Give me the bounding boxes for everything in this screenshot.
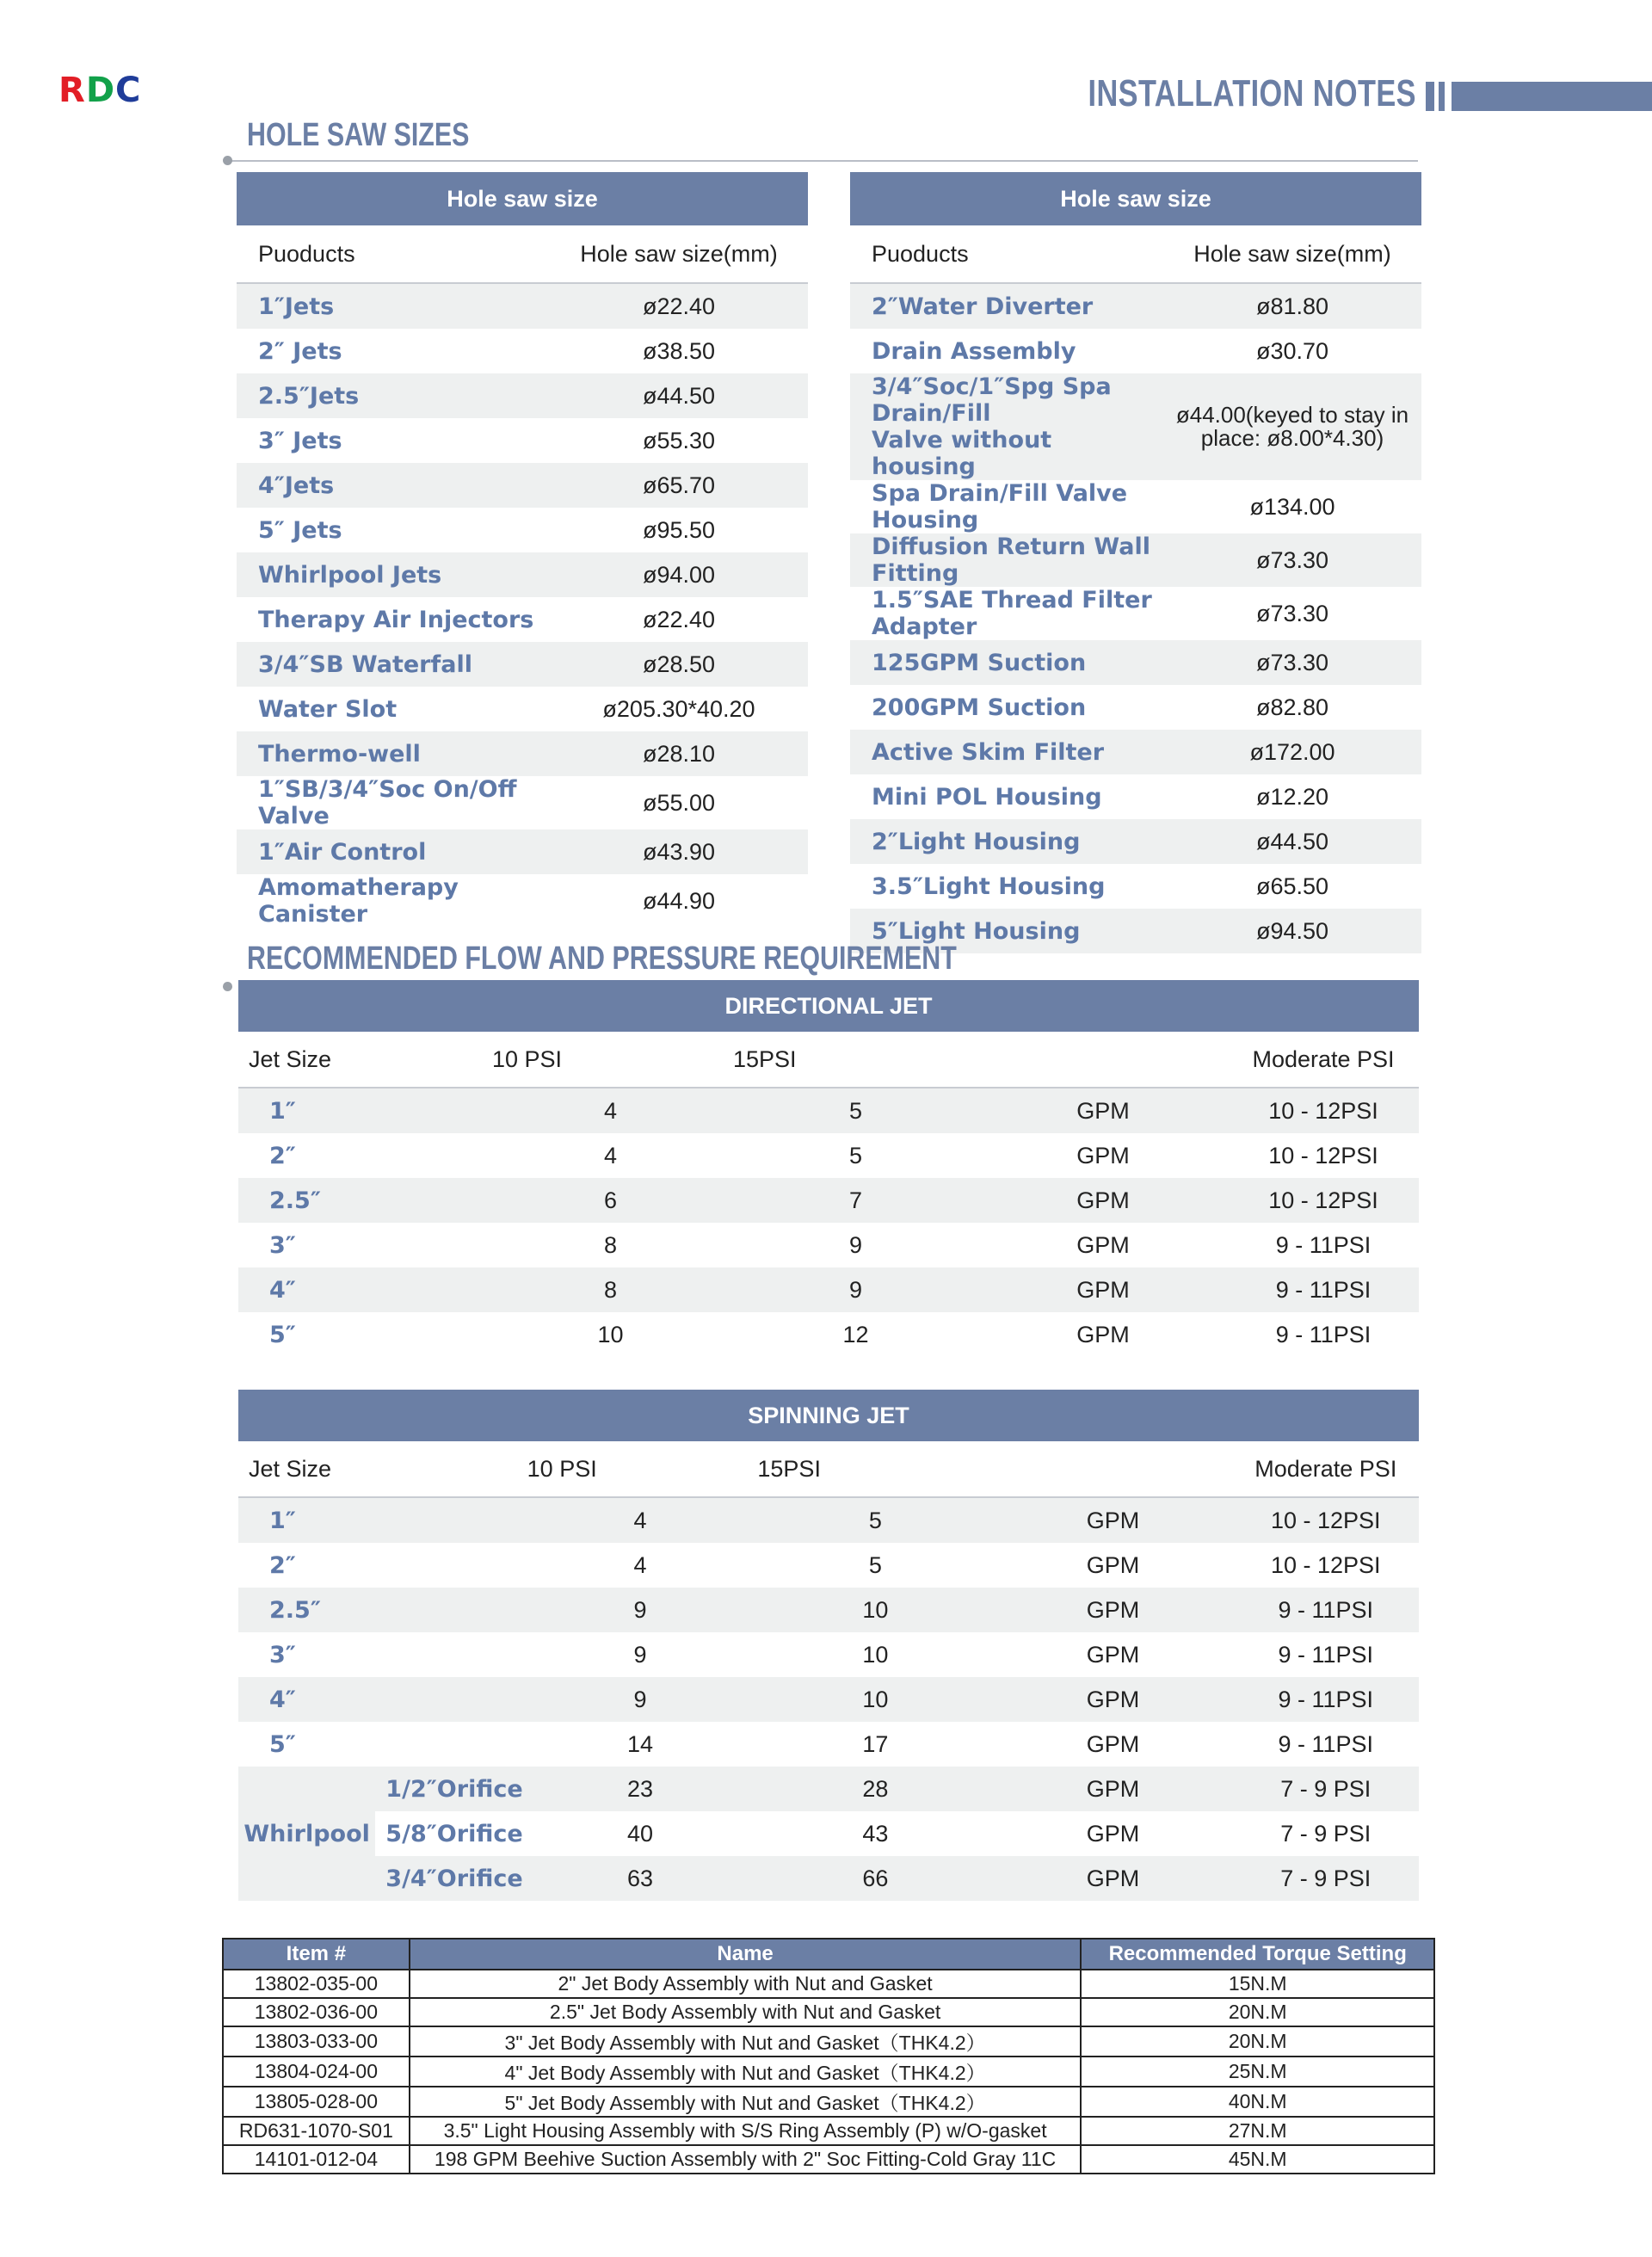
hole-saw-size: ø73.30 [1163,640,1421,685]
table-row [223,2117,1434,2145]
unit-gpm: GPM [993,1767,1232,1811]
unit-gpm: GPM [1086,1730,1140,1757]
hole-saw-size: ø44.50 [550,373,808,418]
torque-setting: 15N.M [1081,1970,1434,1998]
col-hole-saw-size: Hole saw size(mm) [1163,225,1421,283]
table-header: Hole saw size [850,172,1421,225]
col-jet-size: Jet Size [238,1032,488,1088]
flow-10psi: 4 [633,1551,647,1578]
product-name: Drain Assembly [872,337,1076,365]
section-bullet [223,156,232,165]
flow-15psi: 5 [848,1142,863,1169]
item-number: 13802-036-00 [223,1998,410,2026]
hole-saw-size: ø22.40 [642,606,716,632]
unit-gpm: GPM [978,1178,1228,1223]
table-row [238,1767,1419,1811]
flow-15psi: 9 [733,1267,978,1312]
hole-saw-size: ø28.50 [550,642,808,687]
jet-size: 1″ [238,1497,523,1543]
product-name: Therapy Air Injectors [258,606,534,633]
product-name: Thermo-well [237,731,550,776]
product-name: Whirlpool Jets [237,552,550,597]
flow-section-title: RECOMMENDED FLOW AND PRESSURE REQUIREMENT [247,940,957,977]
torque-setting: 25N.M [1081,2057,1434,2087]
table-row [850,864,1421,909]
hole-saw-size: ø73.30 [1163,533,1421,587]
item-number: 13804-024-00 [223,2057,410,2087]
item-number: 13803-033-00 [223,2026,410,2057]
item-name: 5" Jet Body Assembly with Nut and Gasket（THK4.2） [410,2087,1082,2117]
table-row [850,283,1421,329]
item-number: 14101-012-04 [223,2145,410,2174]
hole-saw-size: ø73.30 [1255,600,1329,626]
jet-size: 3″ [269,1231,296,1259]
product-name: Valve without housing [850,427,1163,480]
flow-10psi: 9 [523,1677,758,1722]
flow-15psi: 5 [868,1551,882,1578]
table-row [238,1722,1419,1767]
table-row [238,1632,1419,1677]
table-row [237,829,808,874]
product-name: 200GPM Suction [872,694,1087,721]
col-name: Name [410,1939,1082,1970]
product-name: Spa Drain/Fill Valve Housing [872,480,1128,533]
table-row [223,2057,1434,2087]
item-name: 198 GPM Beehive Suction Assembly with 2" Soc Fitting-Cold Gray 11C [410,2145,1082,2174]
table-row [223,2026,1434,2057]
col-torque: Recommended Torque Setting [1081,1939,1434,1970]
table-row [850,685,1421,730]
table-row [237,687,808,731]
flow-10psi: 6 [488,1178,733,1223]
hole-saw-size: ø12.20 [1255,783,1329,810]
table-row [238,1133,1419,1178]
table-row [850,819,1421,864]
product-name: 125GPM Suction [850,640,1163,685]
section-bullet [223,982,232,991]
product-name: 5″Light Housing [850,909,1163,953]
flow-10psi: 8 [488,1267,733,1312]
page-title: INSTALLATION NOTES [1088,72,1416,114]
unit-gpm: GPM [1076,1321,1130,1347]
moderate-psi: 7 - 9 PSI [1233,1767,1419,1811]
jet-size: 4″ [238,1677,523,1722]
moderate-psi: 9 - 11PSI [1278,1730,1374,1757]
table-row [237,329,808,373]
table-header: SPINNING JET [238,1390,1419,1441]
moderate-psi: 9 - 11PSI [1275,1321,1372,1347]
flow-10psi: 4 [603,1142,618,1169]
table-row [237,731,808,776]
table-row [238,1543,1419,1588]
product-name: Amomatherapy Canister [258,874,459,928]
moderate-psi: 10 - 12PSI [1233,1497,1419,1543]
table-row [238,1088,1419,1133]
unit-gpm: GPM [1076,1142,1130,1169]
moderate-psi: 9 - 11PSI [1233,1588,1419,1632]
unit-gpm: GPM [978,1088,1228,1133]
product-name: 2″Light Housing [850,819,1163,864]
moderate-psi: 7 - 9 PSI [1233,1856,1419,1901]
moderate-psi: 7 - 9 PSI [1280,1820,1372,1847]
unit-gpm: GPM [1086,1641,1140,1668]
table-row [238,1223,1419,1267]
table-row [237,776,808,829]
moderate-psi: 10 - 12PSI [1268,1142,1378,1169]
col-10psi: 10 PSI [488,1032,733,1088]
hole-saw-size: ø43.90 [550,829,808,874]
table-row [850,774,1421,819]
moderate-psi: 10 - 12PSI [1228,1178,1419,1223]
flow-10psi: 9 [633,1641,647,1668]
table-row [237,642,808,687]
item-name: 3.5" Light Housing Assembly with S/S Ring Assembly (P) w/O-gasket [410,2117,1082,2145]
moderate-psi: 10 - 12PSI [1228,1088,1419,1133]
hole-saw-size: ø44.90 [642,887,716,914]
flow-10psi: 10 [597,1321,624,1347]
unit-gpm: GPM [993,1856,1232,1901]
table-row [238,1267,1419,1312]
item-name: 3" Jet Body Assembly with Nut and Gasket（THK4.2） [410,2026,1082,2057]
hole-saw-size: ø82.80 [1255,694,1329,720]
spinning-jet-table [238,1390,1419,1901]
table-row [850,587,1421,640]
col-10psi: 10 PSI [523,1441,758,1497]
product-name: 1″Air Control [237,829,550,874]
table-row [238,1497,1419,1543]
col-item: Item # [223,1939,410,1970]
item-name: 2" Jet Body Assembly with Nut and Gasket [410,1970,1082,1998]
flow-10psi: 8 [603,1231,618,1258]
header-bar-accent [1426,82,1434,111]
header-bar [1452,82,1652,111]
hole-saw-size: ø95.50 [642,516,716,543]
hole-saw-size: ø172.00 [1163,730,1421,774]
flow-10psi: 4 [488,1088,733,1133]
unit-gpm: GPM [1086,1820,1140,1847]
table-row [237,874,808,928]
col-products: Puoducts [237,225,550,283]
moderate-psi: 9 - 11PSI [1228,1267,1419,1312]
col-15psi: 15PSI [733,1032,978,1088]
flow-15psi: 28 [757,1767,993,1811]
hole-saw-size: ø44.50 [1163,819,1421,864]
flow-15psi: 10 [862,1641,889,1668]
flow-15psi: 9 [848,1231,863,1258]
orifice-size: 5/8″Orifice [385,1820,523,1847]
col-products: Puoducts [850,225,1163,283]
product-name: 3/4″Soc/1″Spg Spa Drain/Fill [850,373,1163,427]
product-name: 1″SB/3/4″Soc On/Off Valve [258,776,517,829]
hole-saw-size: ø134.00 [1249,493,1335,520]
table-header: DIRECTIONAL JET [238,980,1419,1032]
col-15psi: 15PSI [757,1441,993,1497]
hole-saw-size: ø22.40 [550,283,808,329]
hole-saw-size: ø28.10 [550,731,808,776]
unit-gpm: GPM [978,1267,1228,1312]
moderate-psi: 9 - 11PSI [1275,1231,1372,1258]
hole-saw-table-left [237,172,808,928]
jet-size: 4″ [238,1267,488,1312]
jet-size: 2.5″ [238,1178,488,1223]
jet-size: 1″ [238,1088,488,1133]
jet-size: 3″ [269,1641,296,1668]
hole-saw-size: ø30.70 [1255,337,1329,364]
table-row [237,552,808,597]
col-moderate-psi: Moderate PSI [1228,1032,1419,1088]
flow-10psi: 40 [627,1820,654,1847]
table-row [850,373,1421,427]
jet-size: 2″ [269,1142,296,1169]
whirlpool-label: Whirlpool [238,1767,375,1901]
product-name: 5″ Jets [258,516,342,544]
jet-size: 5″ [269,1730,296,1758]
product-name: 3/4″SB Waterfall [237,642,550,687]
torque-setting: 20N.M [1081,2026,1434,2057]
flow-10psi: 23 [523,1767,758,1811]
table-row [850,533,1421,587]
table-row [237,418,808,463]
item-number: RD631-1070-S01 [223,2117,410,2145]
flow-10psi: 9 [523,1588,758,1632]
flow-15psi: 7 [733,1178,978,1223]
table-row [850,329,1421,373]
product-name: 3.5″Light Housing [872,873,1106,900]
flow-15psi: 5 [733,1088,978,1133]
hole-saw-size: ø94.00 [550,552,808,597]
table-row [237,283,808,329]
flow-10psi: 63 [523,1856,758,1901]
table-row [237,463,808,508]
directional-jet-table [238,980,1419,1357]
orifice-size: 1/2″Orifice [375,1767,522,1811]
item-number: 13805-028-00 [223,2087,410,2117]
flow-15psi: 5 [757,1497,993,1543]
hole-saw-size: ø38.50 [642,337,716,364]
product-name: 1″Jets [237,283,550,329]
product-name: 2″Water Diverter [850,283,1163,329]
flow-10psi: 4 [523,1497,758,1543]
product-name: 4″Jets [237,463,550,508]
table-row [850,640,1421,685]
item-name: 2.5" Jet Body Assembly with Nut and Gasket [410,1998,1082,2026]
table-row [238,1588,1419,1632]
flow-15psi: 43 [862,1820,889,1847]
item-number: 13802-035-00 [223,1970,410,1998]
torque-setting: 45N.M [1081,2145,1434,2174]
item-name: 4" Jet Body Assembly with Nut and Gasket（THK4.2） [410,2057,1082,2087]
product-name: Active Skim Filter [850,730,1163,774]
hole-saw-size: ø55.00 [642,789,716,816]
hole-saw-section-title: HOLE SAW SIZES [247,117,470,153]
brand-logo: RDC [59,71,142,110]
unit-gpm: GPM [993,1677,1232,1722]
torque-table [222,1938,1435,2174]
hole-saw-size: ø65.50 [1255,873,1329,899]
hole-saw-table-right [850,172,1421,953]
col-moderate-psi: Moderate PSI [1233,1441,1419,1497]
hole-saw-size: ø81.80 [1163,283,1421,329]
torque-setting: 27N.M [1081,2117,1434,2145]
moderate-psi: 9 - 11PSI [1278,1641,1374,1668]
hole-saw-size: ø65.70 [550,463,808,508]
header-bar-accent [1439,82,1445,111]
table-row [238,1312,1419,1357]
flow-10psi: 14 [627,1730,654,1757]
flow-15psi: 17 [862,1730,889,1757]
hole-saw-size: ø44.00(keyed to stay in place: ø8.00*4.30) [1163,373,1421,480]
table-row [238,1677,1419,1722]
flow-15psi: 10 [757,1588,993,1632]
product-name: 1.5″SAE Thread Filter Adapter [872,587,1152,640]
product-name: Mini POL Housing [872,783,1102,811]
table-row [850,730,1421,774]
table-row [237,508,808,552]
col-hole-saw-size: Hole saw size(mm) [550,225,808,283]
table-row [238,1811,1419,1856]
table-row [238,1178,1419,1223]
hole-saw-size: ø55.30 [642,427,716,453]
hole-saw-size: ø94.50 [1163,909,1421,953]
jet-size: 5″ [269,1321,296,1348]
unit-gpm: GPM [993,1497,1232,1543]
hole-saw-size: ø205.30*40.20 [602,695,755,722]
table-row [223,1970,1434,1998]
table-row [223,2087,1434,2117]
table-row [237,373,808,418]
jet-size: 2.5″ [238,1588,523,1632]
table-row [223,2145,1434,2174]
moderate-psi: 9 - 11PSI [1233,1677,1419,1722]
unit-gpm: GPM [1076,1231,1130,1258]
flow-15psi: 66 [757,1856,993,1901]
table-row [238,1856,1419,1901]
unit-gpm: GPM [1086,1551,1140,1578]
jet-size: 2″ [269,1551,296,1579]
col-jet-size: Jet Size [238,1441,523,1497]
product-name: 3″ Jets [258,427,342,454]
flow-15psi: 10 [757,1677,993,1722]
table-header: Hole saw size [237,172,808,225]
torque-setting: 40N.M [1081,2087,1434,2117]
unit-gpm: GPM [993,1588,1232,1632]
section-divider [231,160,1418,162]
orifice-size: 3/4″Orifice [375,1856,522,1901]
table-row [850,480,1421,533]
torque-setting: 20N.M [1081,1998,1434,2026]
product-name: Diffusion Return Wall Fitting [850,533,1163,587]
product-name: Water Slot [258,695,398,723]
product-name: 2.5″Jets [237,373,550,418]
moderate-psi: 10 - 12PSI [1270,1551,1381,1578]
table-row [237,597,808,642]
table-row [223,1998,1434,2026]
flow-15psi: 12 [842,1321,869,1347]
product-name: 2″ Jets [258,337,342,365]
